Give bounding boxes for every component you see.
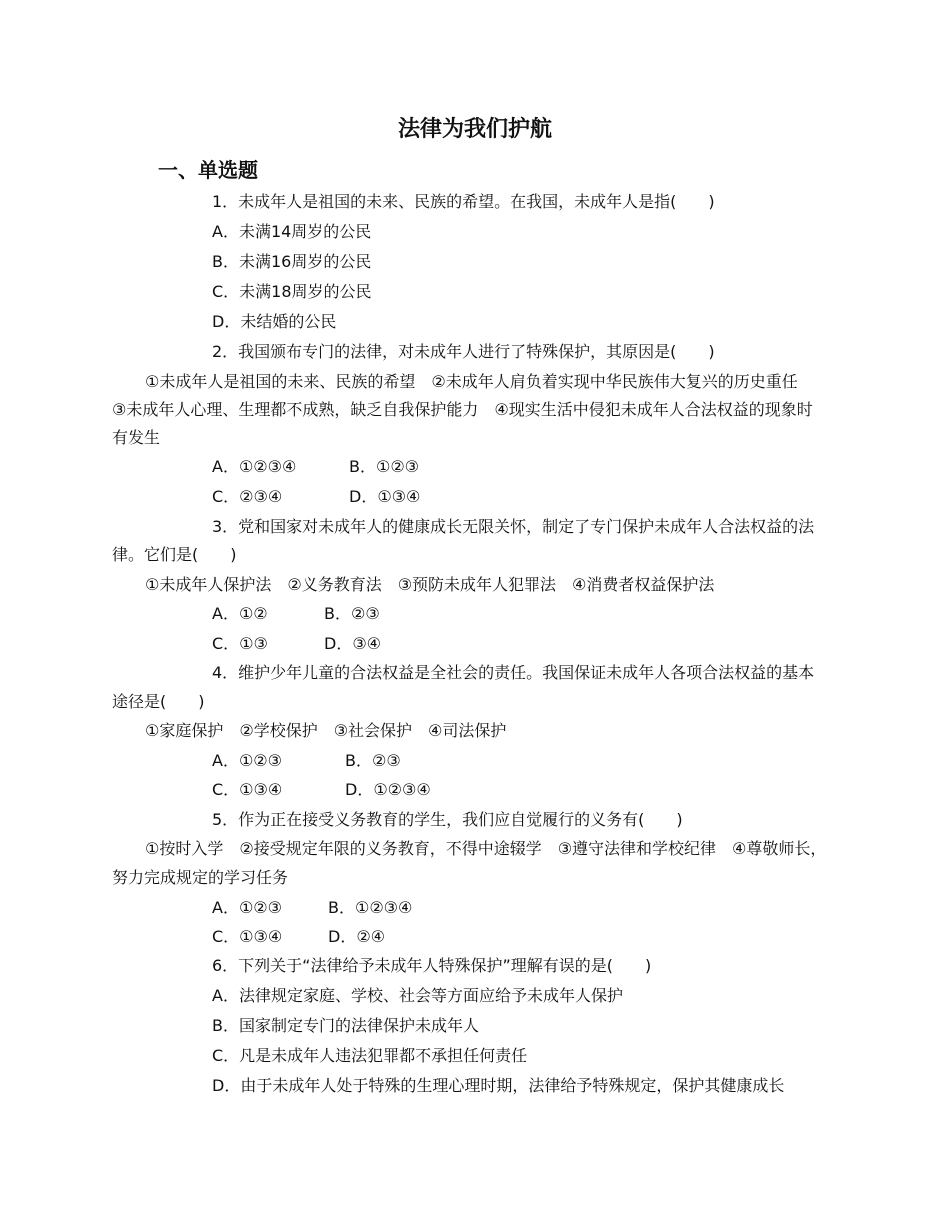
question-1-option-c: C．未满18周岁的公民	[212, 282, 372, 301]
question-2-option-b: B．①②③	[349, 457, 420, 476]
question-6-option-b: B．国家制定专门的法律保护未成年人	[212, 1016, 479, 1035]
question-4-stem-cont: 途径是( )	[112, 692, 205, 711]
question-3-items: ①未成年人保护法 ②义务教育法 ③预防未成年人犯罪法 ④消费者权益保护法	[145, 575, 715, 594]
question-4-options-ab	[212, 751, 401, 771]
question-1-option-a: A．未满14周岁的公民	[212, 222, 372, 241]
question-1-stem: 1．未成年人是祖国的未来、民族的希望。在我国，未成年人是指( )	[212, 192, 715, 211]
question-2-items: ①未成年人是祖国的未来、民族的希望 ②未成年人肩负着实现中华民族伟大复兴的历史重任	[145, 372, 798, 391]
question-4-option-d: D．①②③④	[345, 780, 431, 799]
question-6-option-a: A．法律规定家庭、学校、社会等方面应给予未成年人保护	[212, 986, 623, 1005]
question-3-option-c: C．①③	[212, 634, 268, 653]
question-3-option-d: D．③④	[324, 634, 382, 653]
question-5-option-b: B．①②③④	[328, 898, 413, 917]
question-5-options-cd	[212, 927, 385, 947]
question-6-option-d: D．由于未成年人处于特殊的生理心理时期，法律给予特殊规定，保护其健康成长	[212, 1076, 785, 1095]
question-3-option-a: A．①②	[212, 604, 268, 623]
question-2-options-cd	[212, 487, 420, 507]
question-5-options-ab	[212, 898, 412, 918]
question-4-options-cd	[212, 780, 431, 800]
question-3-options-cd	[212, 634, 381, 654]
question-2-option-d: D．①③④	[349, 487, 421, 506]
question-2-items-cont: 有发生	[112, 428, 161, 447]
question-5-option-c: C．①③④	[212, 927, 283, 946]
question-3-options-ab	[212, 604, 380, 624]
question-5-items: ①按时入学 ②接受规定年限的义务教育，不得中途辍学 ③遵守法律和学校纪律 ④尊敬师长，	[145, 839, 827, 858]
document-title: 法律为我们护航	[397, 117, 552, 142]
question-2-option-c: C．②③④	[212, 487, 283, 506]
question-3-stem: 3．党和国家对未成年人的健康成长无限关怀，制定了专门保护未成年人合法权益的法	[212, 517, 815, 536]
question-5-items-cont: 努力完成规定的学习任务	[112, 868, 289, 887]
question-6-option-c: C．凡是未成年人违法犯罪都不承担任何责任	[212, 1046, 528, 1065]
question-3-stem-cont: 律。它们是( )	[112, 545, 237, 564]
question-4-option-c: C．①③④	[212, 780, 283, 799]
question-1-option-b: B．未满16周岁的公民	[212, 252, 372, 271]
question-2-items-cont: ③未成年人心理、生理都不成熟，缺乏自我保护能力 ④现实生活中侵犯未成年人合法权益的现象时	[112, 400, 813, 419]
question-6-stem: 6．下列关于“法律给予未成年人特殊保护”理解有误的是( )	[212, 956, 652, 975]
question-5-option-a: A．①②③	[212, 898, 282, 917]
question-3-option-b: B．②③	[324, 604, 380, 623]
question-4-option-a: A．①②③	[212, 751, 282, 770]
question-5-option-d: D．②④	[328, 927, 386, 946]
question-5-stem: 5．作为正在接受义务教育的学生，我们应自觉履行的义务有( )	[212, 810, 683, 829]
question-2-stem: 2．我国颁布专门的法律，对未成年人进行了特殊保护，其原因是( )	[212, 342, 715, 361]
question-1-option-d: D．未结婚的公民	[212, 312, 337, 331]
question-2-option-a: A．①②③④	[212, 457, 297, 476]
section-heading: 一、单选题	[158, 158, 258, 182]
question-2-options-ab	[212, 457, 419, 477]
question-4-items: ①家庭保护 ②学校保护 ③社会保护 ④司法保护	[145, 721, 507, 740]
question-4-stem: 4．维护少年儿童的合法权益是全社会的责任。我国保证未成年人各项合法权益的基本	[212, 663, 815, 682]
question-4-option-b: B．②③	[345, 751, 401, 770]
